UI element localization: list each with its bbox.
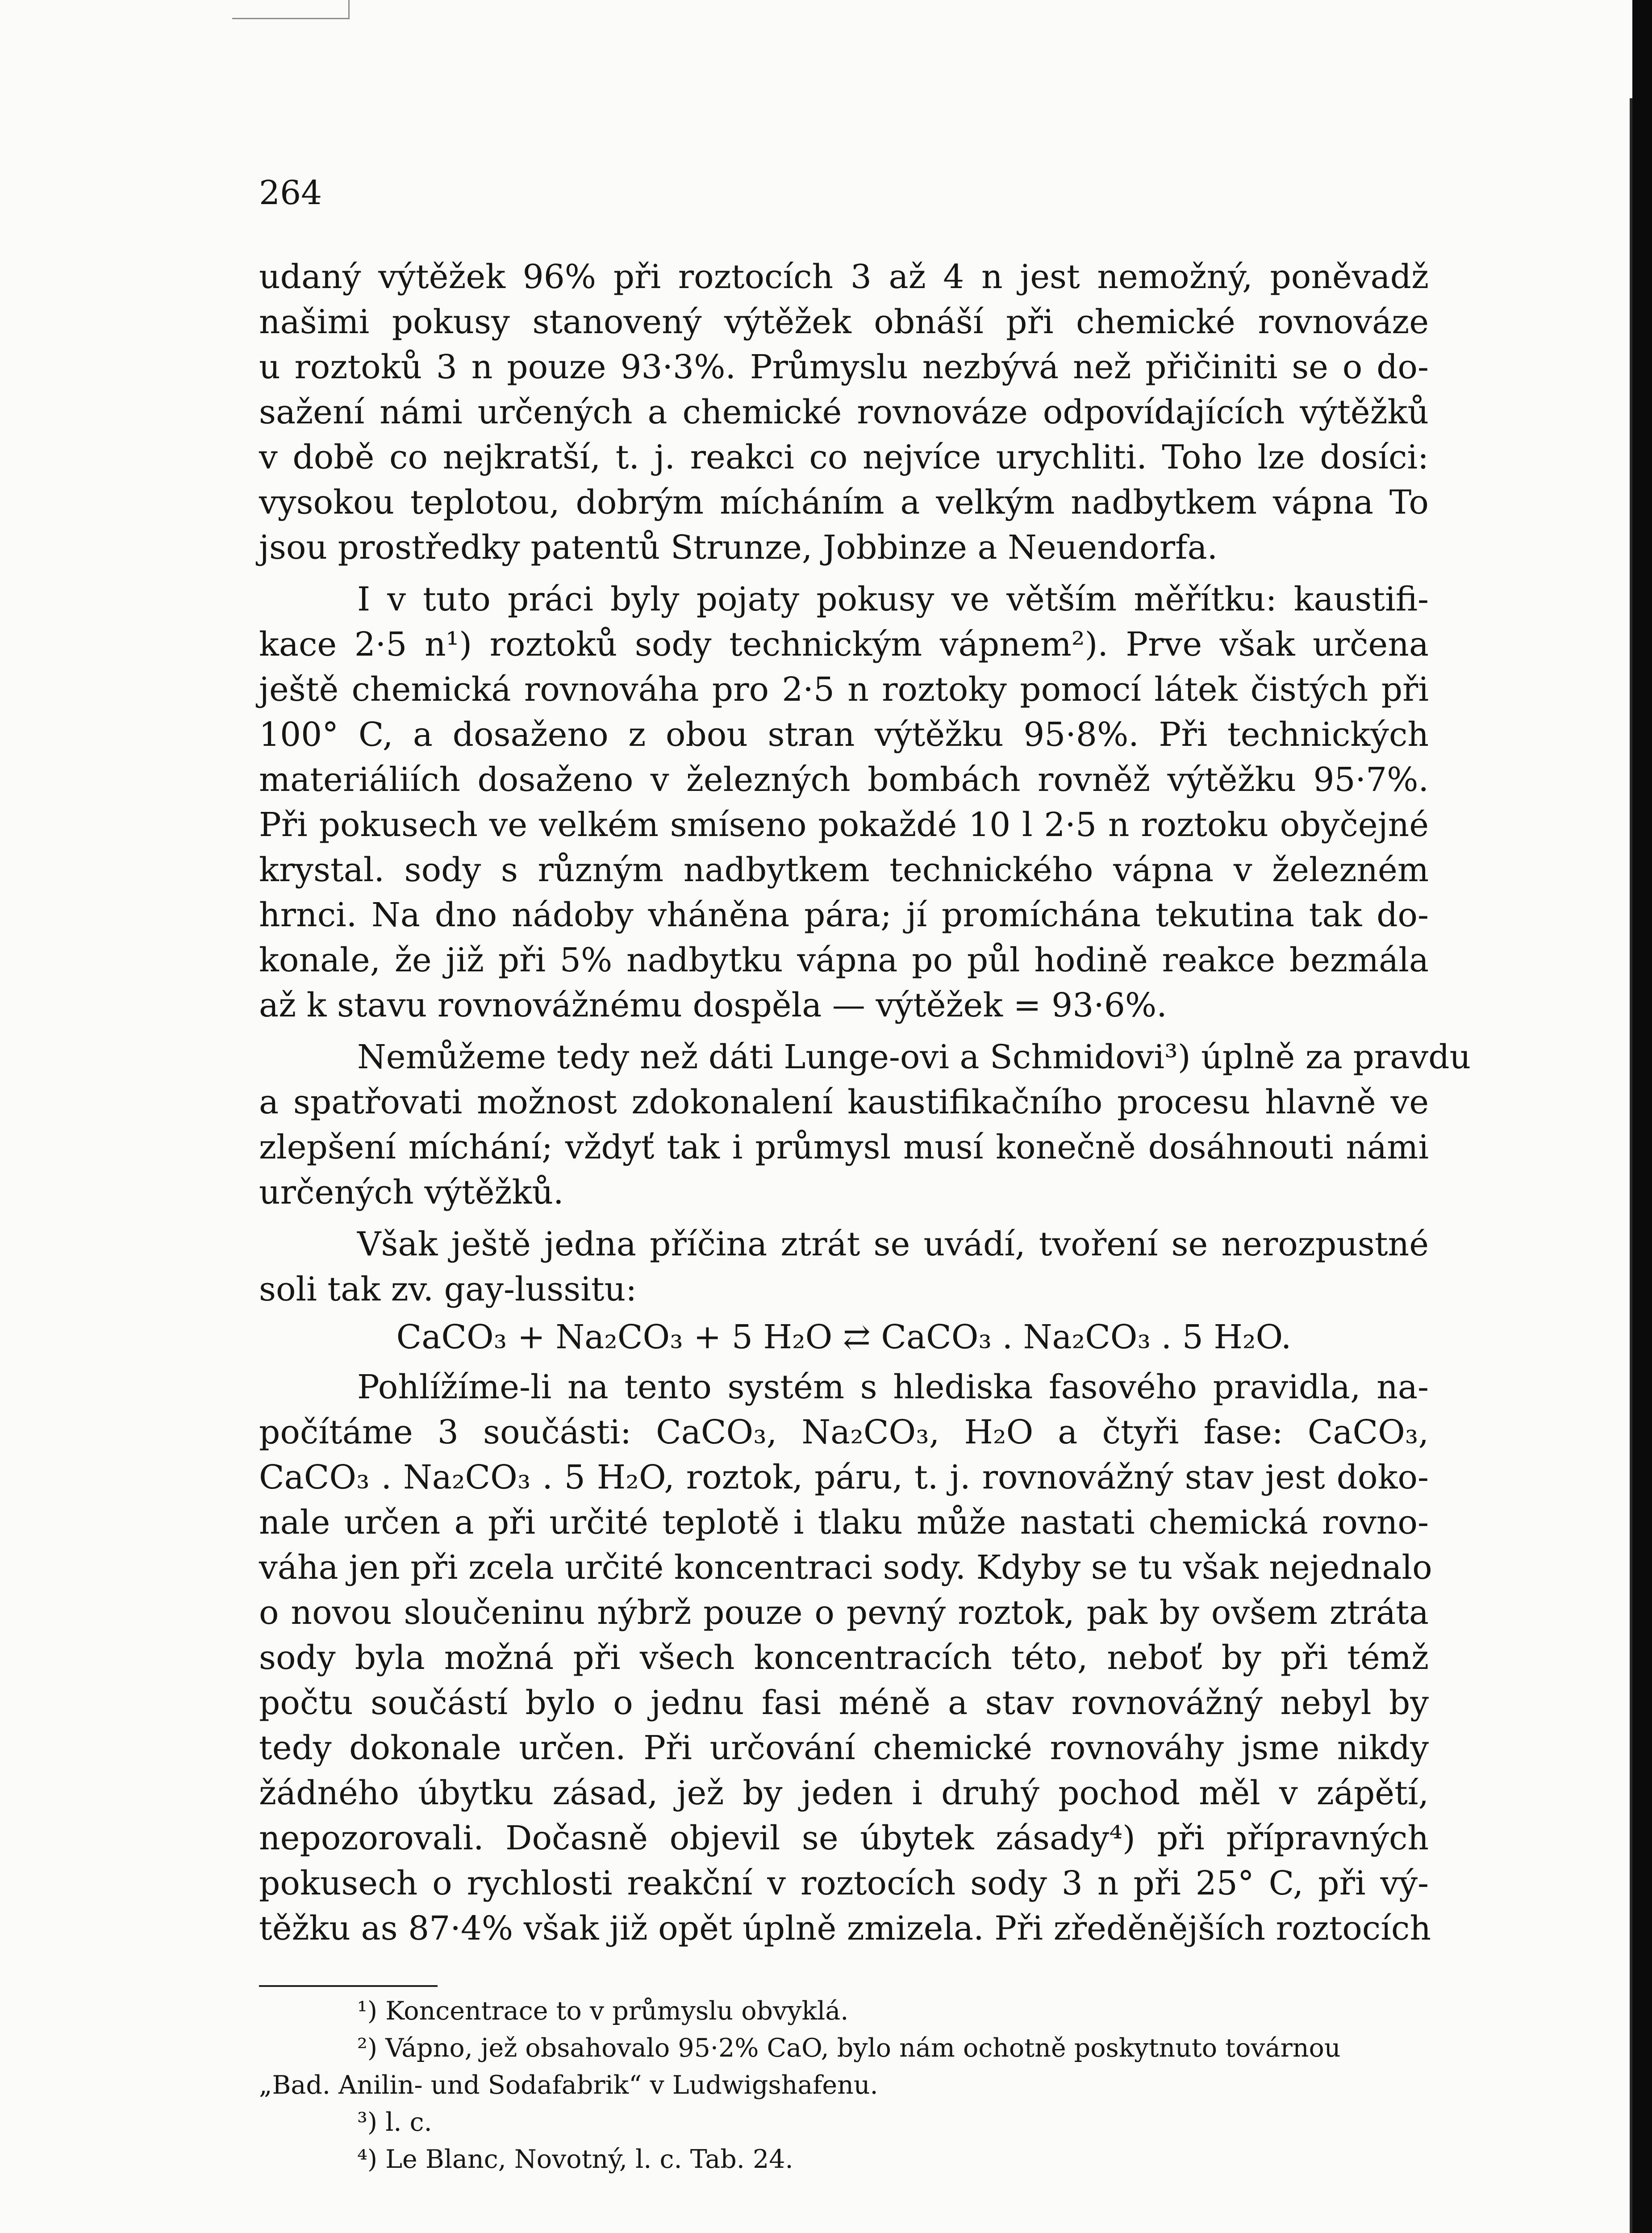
text-line: a spatřovati možnost zdokonalení kaustifikačního procesu hlavně ve [259, 1083, 1429, 1121]
paragraph-1 [259, 255, 1429, 570]
text-line: soli tak zv. gay-lussitu: [259, 1270, 637, 1309]
text-line: počítáme 3 součásti: CaCO₃, Na₂CO₃, H₂O a čtyři fase: CaCO₃, [259, 1413, 1429, 1451]
text-line: žádného úbytku zásad, jež by jeden i druhý pochod měl v zápětí, [259, 1774, 1429, 1812]
text-line: nale určen a při určité teplotě i tlaku může nastati chemická rovno- [259, 1503, 1429, 1542]
footnote-2: ²) Vápno, jež obsahovalo 95·2% CaO, bylo nám ochotně poskytnuto továrnou [357, 2033, 1341, 2063]
text-line: hrnci. Na dno nádoby vháněna pára; jí promíchána tekutina tak do- [259, 896, 1429, 934]
footnote-3: ³) l. c. [357, 2108, 432, 2137]
text-line: materiáliích dosaženo v železných bombách rovněž výtěžku 95·7%. [259, 761, 1429, 799]
footnote-rule [259, 1985, 438, 1987]
text-line: kace 2·5 n¹) roztoků sody technickým vápnem²). Prve však určena [259, 625, 1429, 664]
text-line: těžku as 87·4% však již opět úplně zmizela. Při zředěnějších roztocích [259, 1909, 1431, 1948]
text-line: našimi pokusy stanovený výtěžek obnáší při chemické rovnováze [259, 303, 1429, 341]
text-line: sody byla možná při všech koncentracích této, neboť by při témž [259, 1639, 1429, 1677]
text-line: 100° C, a dosaženo z obou stran výtěžku 95·8%. Při technických [259, 715, 1429, 754]
paragraph-2 [259, 577, 1429, 1028]
paragraph-3 [259, 1035, 1471, 1215]
paragraph-5 [259, 1365, 1432, 1951]
text-line: CaCO₃ . Na₂CO₃ . 5 H₂O, roztok, páru, t. j. rovnovážný stav jest doko- [259, 1458, 1429, 1497]
text-line: konale, že již při 5% nadbytku vápna po půl hodině reakce bezmála [259, 941, 1429, 979]
paragraph-4 [259, 1222, 1429, 1312]
text-line: určených výtěžků. [259, 1173, 564, 1212]
text-line: tedy dokonale určen. Při určování chemické rovnováhy jsme nikdy [259, 1729, 1429, 1767]
text-line: váha jen při zcela určité koncentraci sody. Kdyby se tu však nejednalo [259, 1548, 1432, 1587]
text-line: o novou sloučeninu nýbrž pouze o pevný roztok, pak by ovšem ztráta [259, 1593, 1429, 1632]
page-edge [1632, 0, 1652, 2233]
chemical-equation: CaCO₃ + Na₂CO₃ + 5 H₂O ⇄ CaCO₃ . Na₂CO₃ . 5 H₂O. [396, 1318, 1292, 1356]
body-text [259, 255, 1471, 1951]
text-line: krystal. sody s různým nadbytkem technického vápna v železném [259, 851, 1429, 889]
text-line: pokusech o rychlosti reakční v roztocích sody 3 n při 25° C, při vý- [259, 1864, 1429, 1903]
text-line: zlepšení míchání; vždyť tak i průmysl musí konečně dosáhnouti námi [259, 1128, 1429, 1167]
scan-margin-mark [232, 0, 350, 19]
text-line: počtu součástí bylo o jednu fasi méně a stav rovnovážný nebyl by [259, 1684, 1429, 1722]
footnote-2-continuation: „Bad. Anilin- und Sodafabrik“ v Ludwigshafenu. [259, 2070, 878, 2100]
footnote-1: ¹) Koncentrace to v průmyslu obvyklá. [357, 1996, 849, 2026]
text-line: udaný výtěžek 96% při roztocích 3 až 4 n jest nemožný, poněvadž [259, 258, 1429, 296]
text-line: I v tuto práci byly pojaty pokusy ve větším měřítku: kaustifi- [357, 580, 1429, 619]
text-line: vysokou teplotou, dobrým mícháním a velkým nadbytkem vápna To [259, 483, 1429, 522]
text-line: až k stavu rovnovážnému dospěla — výtěžek = 93·6%. [259, 986, 1167, 1025]
text-line: jsou prostředky patentů Strunze, Jobbinze a Neuendorfa. [259, 528, 1218, 567]
text-line: nepozorovali. Dočasně objevil se úbytek zásady⁴) při přípravných [259, 1819, 1429, 1857]
text-line: Pohlížíme-li na tento systém s hlediska fasového pravidla, na- [357, 1368, 1429, 1406]
text-line: Však ještě jedna příčina ztrát se uvádí, tvoření se nerozpustné [357, 1225, 1429, 1263]
text-line: ještě chemická rovnováha pro 2·5 n roztoky pomocí látek čistých při [259, 670, 1429, 709]
text-line: v době co nejkratší, t. j. reakci co nejvíce urychliti. Toho lze dosíci: [259, 438, 1429, 477]
text-line: sažení námi určených a chemické rovnováze odpovídajících výtěžků [259, 393, 1429, 431]
text-line: Při pokusech ve velkém smíseno pokaždé 10 l 2·5 n roztoku obyčejné [259, 806, 1429, 844]
footnotes [259, 1993, 1429, 2178]
text-line: u roztoků 3 n pouze 93·3%. Průmyslu nezbývá než přičiniti se o do- [259, 348, 1429, 386]
footnote-4: ⁴) Le Blanc, Novotný, l. c. Tab. 24. [357, 2145, 793, 2174]
page-number: 264 [259, 174, 322, 212]
text-line: Nemůžeme tedy než dáti Lunge-ovi a Schmidovi³) úplně za pravdu [357, 1038, 1471, 1076]
